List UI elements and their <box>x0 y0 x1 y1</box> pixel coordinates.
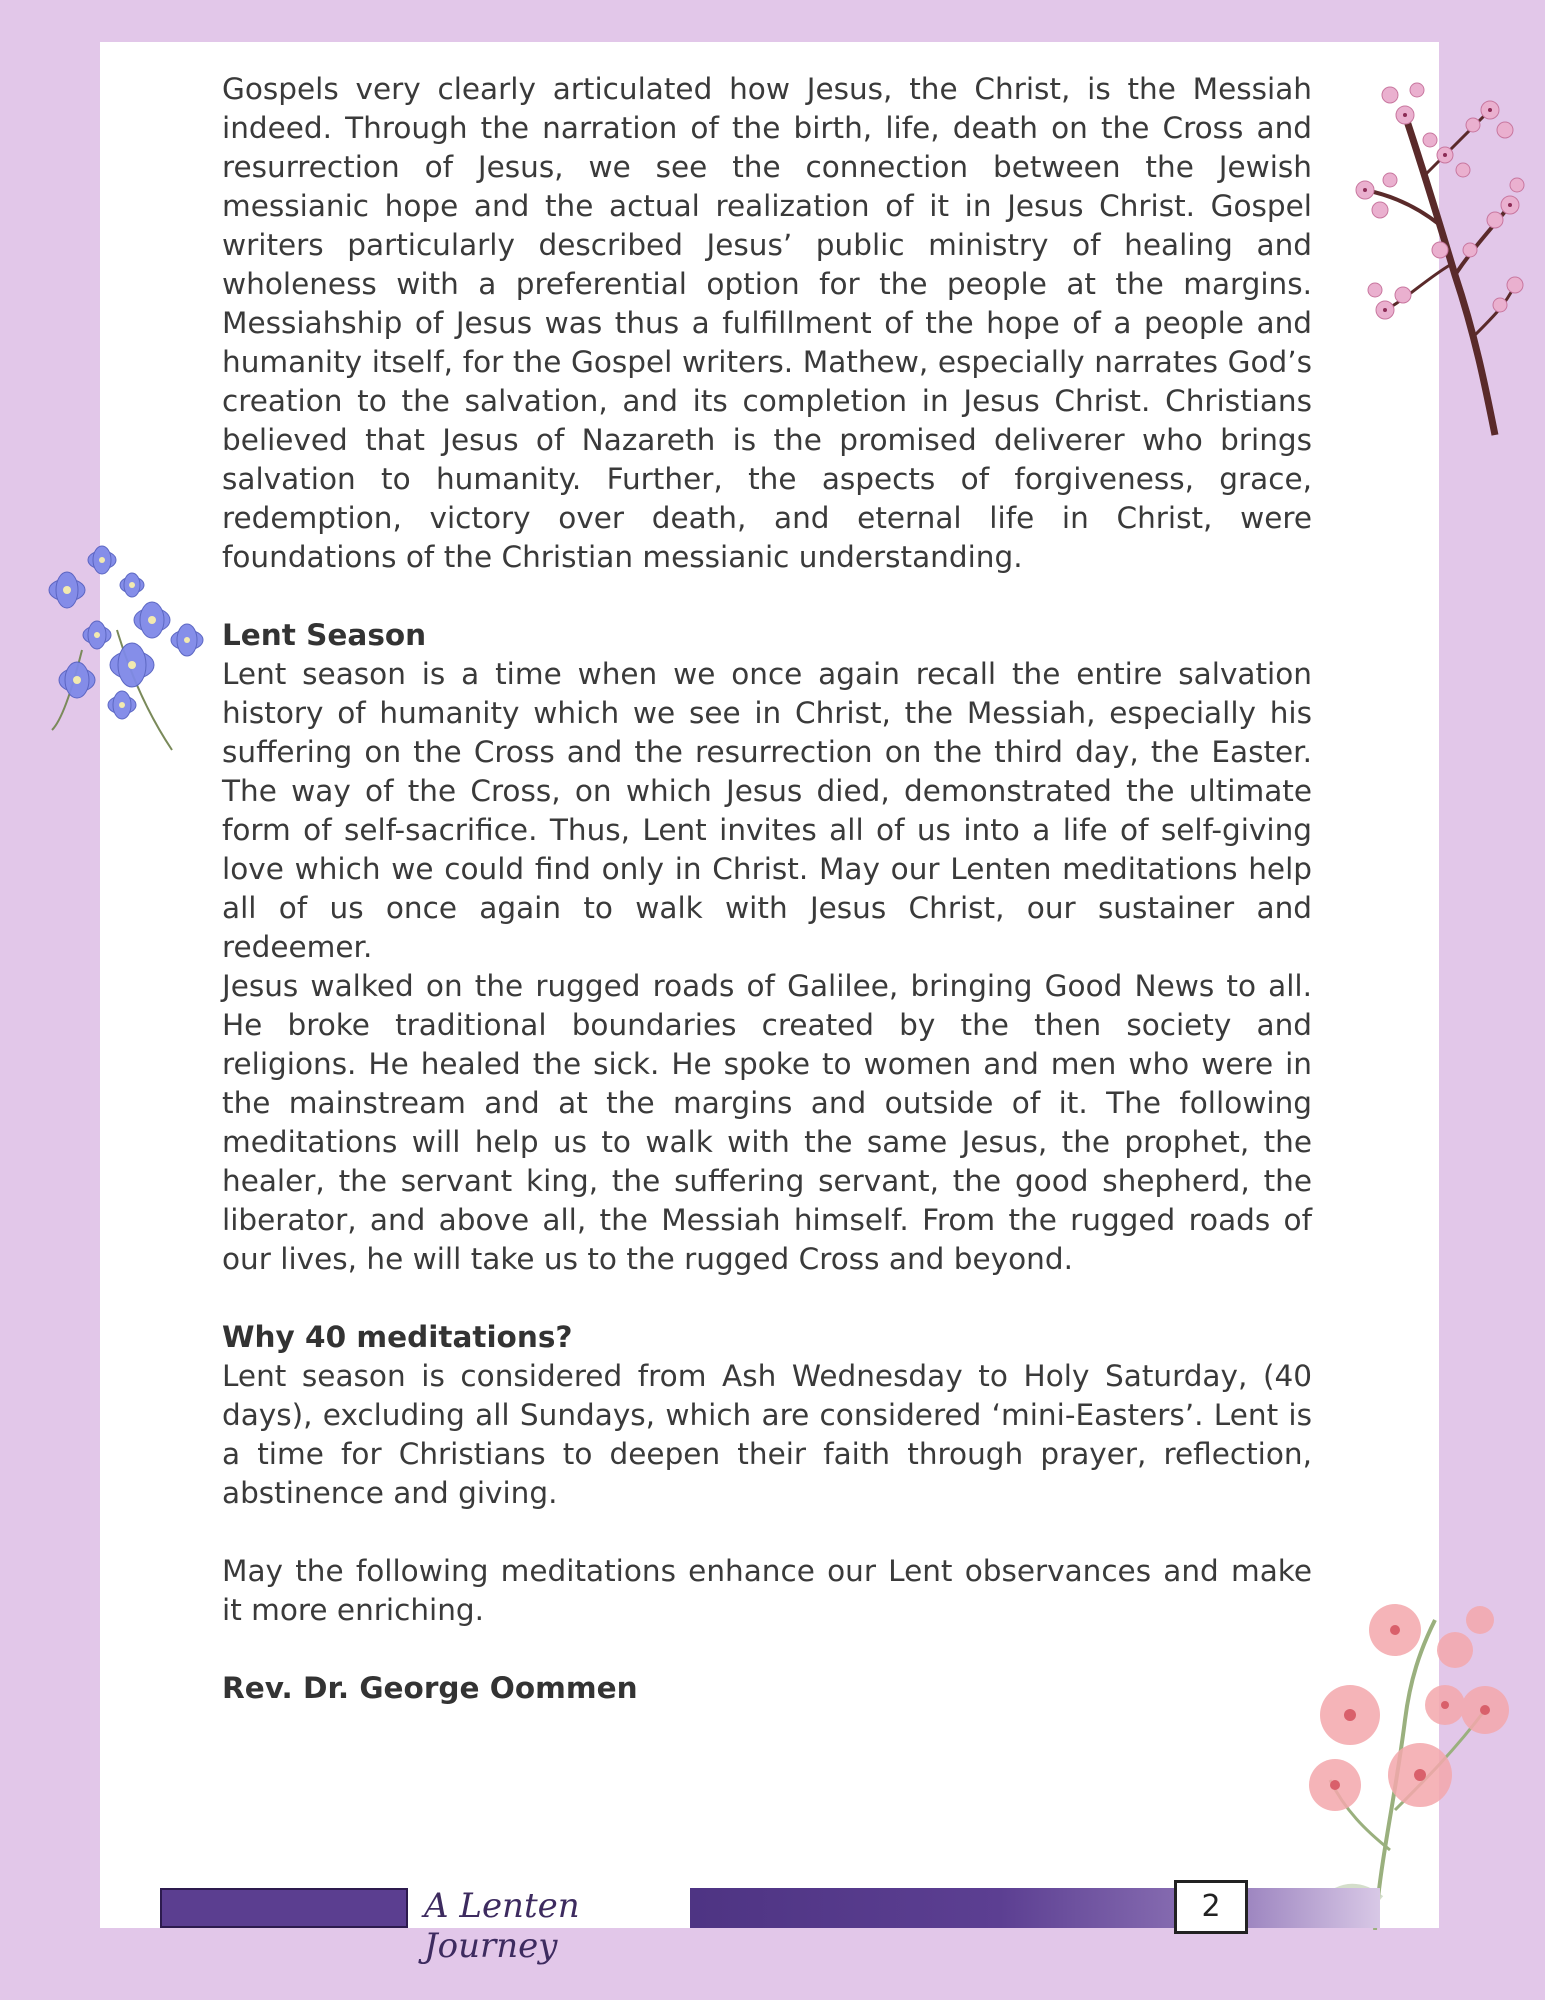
page-footer <box>0 1880 1545 1966</box>
author-signature: Rev. Dr. George Oommen <box>222 1671 638 1705</box>
footer-gradient-bar <box>690 1888 1380 1928</box>
lent-season-heading: Lent Season <box>222 618 427 652</box>
closing-paragraph: May the following meditations enhance our Lent observances and make it more enriching. <box>222 1554 1312 1627</box>
lent-paragraph-2: Jesus walked on the rugged roads of Galilee, bringing Good News to all. He broke traditional boundaries created by the then society and religions. He healed the sick. He spoke to women and men who were in the mainstream and at the margins and outside of it. The following meditations will help us to walk with the same Jesus, the prophet, the healer, the servant king, the suffering servant, the good shepherd, the liberator, and above all, the Messiah himself. From the rugged roads of our lives, he will take us to the rugged Cross and beyond. <box>222 969 1312 1276</box>
intro-paragraph: Gospels very clearly articulated how Jesus, the Christ, is the Messiah indeed. Through the narration of the birth, life, death on the Cross and resurrection of Jesus, we see the connection between the Jewish messianic hope and the actual realization of it in Jesus Christ. Gospel writers particularly described Jesus’ public ministry of healing and wholeness with a preferential option for the people at the margins. Messiahship of Jesus was thus a fulfillment of the hope of a people and humanity itself, for the Gospel writers. Mathew, especially narrates God’s creation to the salvation, and its completion in Jesus Christ. Christians believed that Jesus of Nazareth is the promised deliverer who brings salvation to humanity. Further, the aspects of forgiveness, grace, redemption, victory over death, and eternal life in Christ, were foundations of the Christian messianic understanding. <box>222 72 1312 574</box>
cherry-blossom-icon <box>1345 55 1525 440</box>
footer-accent-block <box>160 1888 408 1928</box>
footer-title: A Lenten Journey <box>424 1886 580 1966</box>
why-40-paragraph: Lent season is considered from Ash Wednesday to Holy Saturday, (40 days), excluding all Sundays, which are considered ‘mini-Easters’. Lent is a time for Christians to deepen their faith through prayer, reflection, abstinence and giving. <box>222 1359 1312 1510</box>
blue-flower-icon <box>22 530 222 755</box>
page-number: 2 <box>1174 1880 1248 1934</box>
document-body <box>222 70 1312 1708</box>
lent-paragraph-1: Lent season is a time when we once again recall the entire salvation history of humanity which we see in Christ, the Messiah, especially his suffering on the Cross and the resurrection on the third day, the Easter. The way of the Cross, on which Jesus died, demonstrated the ultimate form of self-sacrifice. Thus, Lent invites all of us into a life of self-giving love which we could find only in Christ. May our Lenten meditations help all of us once again to walk with Jesus Christ, our sustainer and redeemer. <box>222 657 1312 964</box>
why-40-heading: Why 40 meditations? <box>222 1320 573 1354</box>
